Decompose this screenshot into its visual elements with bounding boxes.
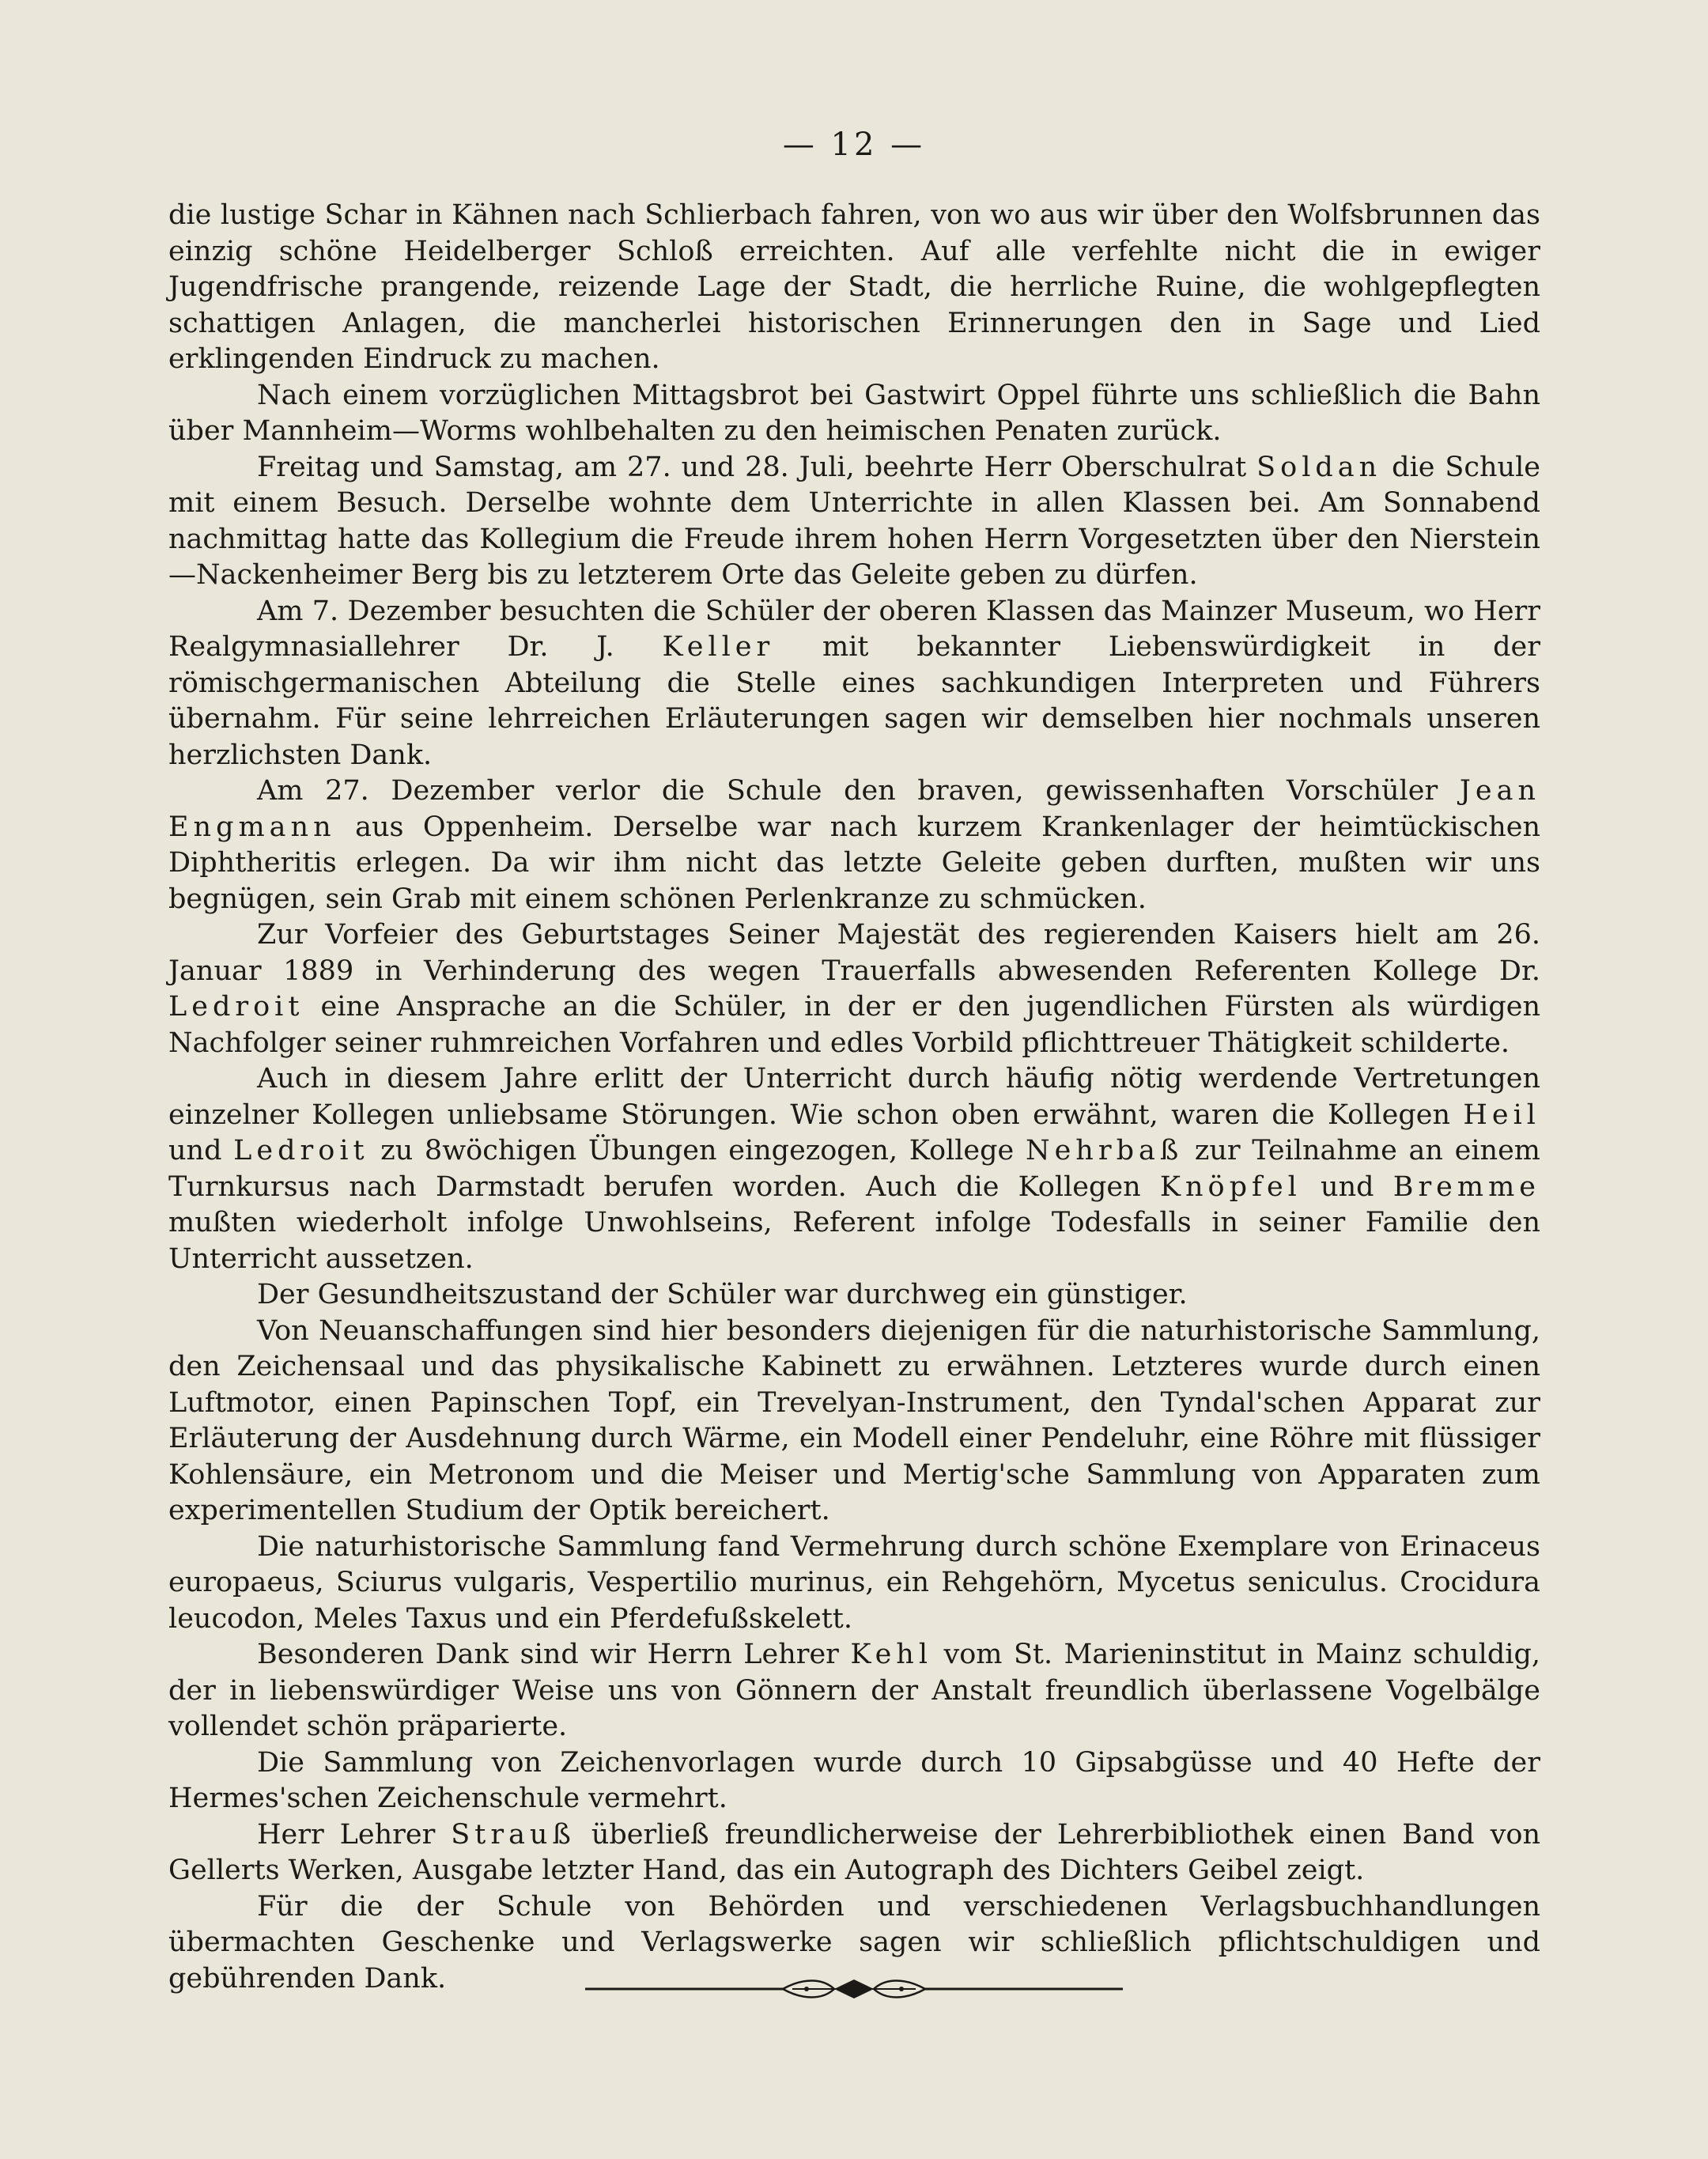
page-number: — 12 — bbox=[782, 127, 926, 163]
text-run: und bbox=[1301, 1170, 1393, 1203]
spaced-name: Bremme bbox=[1392, 1170, 1540, 1203]
paragraph bbox=[168, 594, 1540, 774]
text-run: die lustige Schar in Kähnen nach Schlierbach fahren, von wo aus wir über den Wolfsbrunnen das einzig schöne Heidelberger Schloß erreichten. Auf alle verfehlte nicht die in ewiger Jugendfrische prangende, reizende Lage der Stadt, die herrliche Ruine, die wohlgepflegten schattigen Anlagen, die mancherlei historischen Erinnerungen den in Sage und Lied erklingenden Eindruck zu machen. bbox=[168, 199, 1540, 375]
paragraph bbox=[168, 198, 1540, 378]
text-run: Am 27. Dezember verlor die Schule den braven, gewissenhaften Vorschüler bbox=[257, 775, 1460, 807]
paragraph bbox=[168, 1817, 1540, 1889]
text-run: Am 7. Dezember besuchten die Schüler der oberen Klassen das Mainzer Museum, wo Herr Realgymnasiallehrer Dr. J. bbox=[168, 595, 1540, 663]
paragraph bbox=[168, 773, 1540, 917]
text-run: mußten wiederholt infolge Unwohlseins, Referent infolge Todesfalls in seiner Familie den Unterricht aussetzen. bbox=[168, 1207, 1540, 1275]
spaced-name: Keller bbox=[662, 631, 775, 663]
spaced-name: Nehrbaß bbox=[1025, 1135, 1184, 1166]
text-run: Die Sammlung von Zeichenvorlagen wurde durch 10 Gipsabgüsse und 40 Hefte der Hermes'schen Zeichenschule vermehrt. bbox=[168, 1746, 1540, 1814]
closing-ornament bbox=[585, 1973, 1123, 2005]
spaced-name: Strauß bbox=[451, 1818, 576, 1851]
text-run: Freitag und Samstag, am 27. und 28. Juli, beehrte Herr Oberschulrat bbox=[257, 451, 1257, 483]
paragraph bbox=[168, 1529, 1540, 1638]
spaced-name: Kehl bbox=[850, 1639, 933, 1670]
paragraph bbox=[168, 1314, 1540, 1529]
text-run: zu 8wöchigen Übungen eingezogen, Kollege bbox=[368, 1135, 1026, 1166]
text-run: Der Gesundheitszustand der Schüler war durchweg ein günstiger. bbox=[257, 1279, 1188, 1310]
text-run: zur Teilnahme an einem Turnkursus nach Darmstadt berufen worden. Auch die Kollegen bbox=[168, 1135, 1540, 1203]
text-run: Nach einem vorzüglichen Mittagsbrot bei Gastwirt Oppel führte uns schließlich die Bahn über Mannheim—Worms wohlbehalten zu den heimischen Penaten zurück. bbox=[168, 379, 1540, 447]
body-text bbox=[168, 198, 1540, 1997]
text-run: Für die der Schule von Behörden und verschiedenen Verlagsbuchhandlungen übermachten Geschenke und Verlagswerke sagen wir schließlich pflichtschuldigen und gebührenden Dank. bbox=[168, 1890, 1540, 1995]
text-run: mit bekannter Liebenswürdigkeit in der römischgermanischen Abteilung die Stelle eines sachkundigen Interpreten und Führers übernahm. Für seine lehrreichen Erläuterungen sagen wir demselben hier nochmals unseren herzlichsten Dank. bbox=[168, 631, 1540, 771]
paragraph bbox=[168, 1745, 1540, 1817]
paragraph bbox=[168, 450, 1540, 594]
spaced-name: Jean Engmann bbox=[168, 775, 1540, 843]
text-run: vom St. Marieninstitut in Mainz schuldig, der in liebenswürdiger Weise uns von Gönnern der Anstalt freundlich überlassene Vogelbälge vollendet schön präparierte. bbox=[168, 1639, 1540, 1742]
paragraph bbox=[168, 378, 1540, 450]
paragraph bbox=[168, 1277, 1540, 1314]
paragraph bbox=[168, 1637, 1540, 1745]
paragraph bbox=[168, 917, 1540, 1061]
text-run: Die naturhistorische Sammlung fand Vermehrung durch schöne Exemplare von Erinaceus europaeus, Sciurus vulgaris, Vespertilio murinus, ein Rehgehörn, Mycetus seniculus. Crocidura leucodon, Meles Taxus und ein Pferdefußskelett. bbox=[168, 1530, 1540, 1635]
text-run: Von Neuanschaffungen sind hier besonders diejenigen für die naturhistorische Sammlung, den Zeichensaal und das physikalische Kabinett zu erwähnen. Letzteres wurde durch einen Luftmotor, einen Papinschen Topf, ein Trevelyan-Instrument, den Tyndal'schen Apparat zur Erläuterung der Ausdehnung durch Wärme, ein Modell einer Pendeluhr, eine Röhre mit flüssiger Kohlensäure, ein Metronom und die Meiser und Mertig'sche Sammlung von Apparaten zum experimentellen Studium der Optik bereichert. bbox=[168, 1314, 1540, 1526]
spaced-name: Ledroit bbox=[168, 991, 304, 1023]
text-run: überließ freundlicherweise der Lehrerbibliothek einen Band von Gellerts Werken, Ausgabe letzter Hand, das ein Autograph des Dichters Geibel zeigt. bbox=[168, 1818, 1540, 1886]
spaced-name: Ledroit bbox=[233, 1135, 369, 1166]
text-run: aus Oppenheim. Derselbe war nach kurzem Krankenlager der heimtückischen Diphtheritis erlegen. Da wir ihm nicht das letzte Geleite geben durften, mußten wir uns begnügen, sein Grab mit einem schönen Perlenkranze zu schmücken. bbox=[168, 811, 1540, 915]
text-run: die Schule mit einem Besuch. Derselbe wohnte dem Unterrichte in allen Klassen bei. Am Sonnabend nachmittag hatte das Kollegium die Freude ihrem hohen Herrn Vorgesetzten über den Nierstein—Nackenheimer Berg bis zu letzterem Orte das Geleite geben zu dürfen. bbox=[168, 451, 1540, 591]
spaced-name: Soldan bbox=[1256, 451, 1382, 483]
text-run: Herr Lehrer bbox=[257, 1818, 452, 1851]
spaced-name: Heil bbox=[1463, 1098, 1540, 1131]
ornament-rule-icon bbox=[585, 1973, 1123, 2005]
text-run: Auch in diesem Jahre erlitt der Unterricht durch häufig nötig werdende Vertretungen einzelner Kollegen unliebsame Störungen. Wie schon oben erwähnt, waren die Kollegen bbox=[168, 1063, 1540, 1131]
spaced-name: Knöpfel bbox=[1159, 1170, 1302, 1203]
text-run: Besonderen Dank sind wir Herrn Lehrer bbox=[257, 1639, 851, 1670]
text-run: und bbox=[168, 1135, 234, 1166]
text-run: eine Ansprache an die Schüler, in der er den jugendlichen Fürsten als würdigen Nachfolger seiner ruhmreichen Vorfahren und edles Vorbild pflichttreuer Thätigkeit schilderte. bbox=[168, 991, 1540, 1059]
text-run: Zur Vorfeier des Geburtstages Seiner Majestät des regierenden Kaisers hielt am 26. Januar 1889 in Verhinderung des wegen Trauerfalls abwesenden Referenten Kollege Dr. bbox=[168, 919, 1540, 987]
paragraph bbox=[168, 1061, 1540, 1277]
